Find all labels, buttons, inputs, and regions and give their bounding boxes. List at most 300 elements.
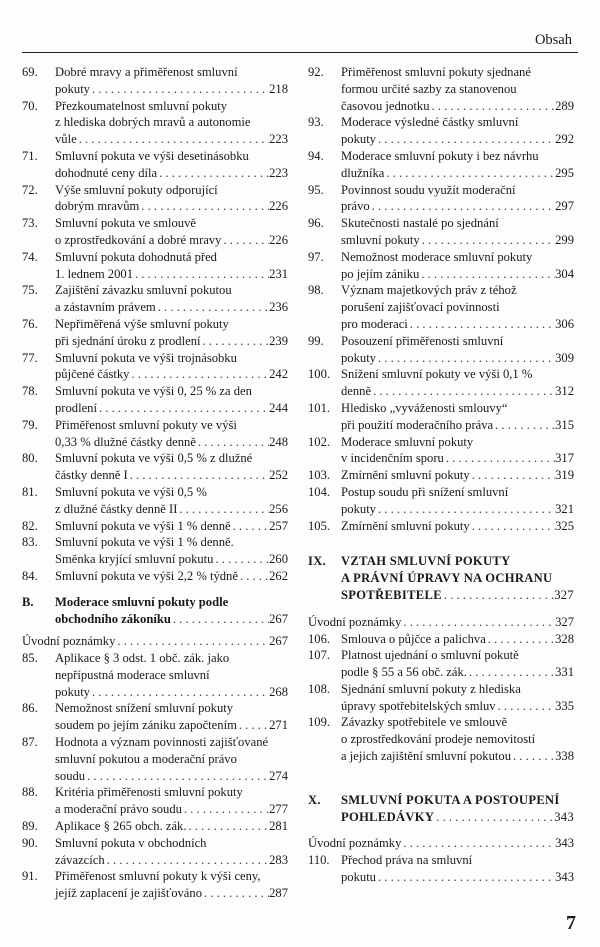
toc-page-ref: 271 bbox=[269, 718, 288, 733]
toc-entry-number: 100. bbox=[308, 367, 331, 382]
toc-entry-line: Smluvní pokuta ve smlouvě bbox=[55, 216, 196, 231]
toc-entry bbox=[22, 64, 288, 98]
toc-entry-number: 90. bbox=[22, 835, 38, 850]
toc-entry-number: 88. bbox=[22, 785, 38, 800]
toc-entry-text bbox=[341, 647, 574, 681]
toc-entry-number: 101. bbox=[308, 400, 331, 415]
toc-entry-line: Smluvní pokuta ve výši 1 % denně. bbox=[55, 535, 234, 550]
dot-leader bbox=[115, 633, 269, 650]
toc-entry-number: 77. bbox=[22, 350, 38, 365]
toc-leader-line bbox=[55, 232, 288, 249]
toc-group-right-ix bbox=[308, 631, 574, 765]
toc-leader-line bbox=[341, 501, 574, 518]
toc-page-ref: 312 bbox=[555, 384, 574, 399]
toc-page-ref: 325 bbox=[555, 518, 574, 533]
toc-entry bbox=[22, 568, 288, 585]
toc-page-ref: 226 bbox=[269, 199, 288, 214]
dot-leader bbox=[182, 801, 269, 818]
toc-leader-line bbox=[55, 801, 288, 818]
toc-page-ref: 292 bbox=[555, 132, 574, 147]
toc-page-ref: 218 bbox=[269, 81, 288, 96]
toc-entry-line: Platnost ujednání o smluvní pokutě bbox=[341, 648, 519, 663]
dot-leader bbox=[430, 98, 556, 115]
toc-entry-last-line: při použití moderačního práva bbox=[341, 417, 494, 432]
toc-entry-text bbox=[55, 818, 288, 835]
toc-leader-line bbox=[341, 165, 574, 182]
toc-entry bbox=[22, 316, 288, 350]
toc-page-ref: 277 bbox=[269, 802, 288, 817]
toc-entry-line: Snížení smluvní pokuty ve výši 0,1 % bbox=[341, 367, 533, 382]
dot-leader bbox=[420, 232, 555, 249]
toc-entry-last-line: SPOTŘEBITELE bbox=[341, 587, 442, 602]
toc-section-b bbox=[22, 594, 288, 628]
toc-entry-number: 84. bbox=[22, 568, 38, 583]
dot-leader bbox=[77, 131, 269, 148]
toc-entry-text bbox=[341, 114, 574, 148]
toc-page-ref: 295 bbox=[555, 165, 574, 180]
toc-entry-number: 103. bbox=[308, 468, 331, 483]
toc-entry-last-line: a moderační právo soudu bbox=[55, 802, 182, 817]
toc-entry bbox=[22, 734, 288, 784]
toc-entry-line: SMLUVNÍ POKUTA A POSTOUPENÍ bbox=[341, 792, 560, 807]
toc-entry-line: Výše smluvní pokuty odporující bbox=[55, 182, 218, 197]
dot-leader bbox=[376, 131, 555, 148]
toc-entry-text bbox=[55, 518, 288, 535]
toc-entry-last-line: Smluvní pokuta ve výši 1 % denně bbox=[55, 518, 231, 533]
toc-entry-number: 104. bbox=[308, 484, 331, 499]
toc-entry-number: 73. bbox=[22, 216, 38, 231]
toc-entry-number: 92. bbox=[308, 65, 324, 79]
toc-entry-last-line: právo bbox=[341, 199, 370, 214]
toc-entry-line: Smluvní pokuta ve výši 0, 25 % za den bbox=[55, 384, 252, 399]
toc-leader-line bbox=[341, 383, 574, 400]
toc-entry-number: 81. bbox=[22, 484, 38, 499]
toc-entry bbox=[308, 282, 574, 332]
toc-page-ref: 267 bbox=[269, 634, 288, 649]
toc-entry-last-line: a jejich zajištění smluvní pokutou bbox=[341, 749, 511, 764]
toc-entry-last-line: podle § 55 a 56 obč. zák. bbox=[341, 665, 467, 680]
toc-page-ref: 256 bbox=[269, 501, 288, 516]
toc-entry-last-line: Smlouva o půjčce a palichva bbox=[341, 631, 486, 646]
toc-leader-line bbox=[55, 366, 288, 383]
toc-entry-number: 108. bbox=[308, 681, 331, 696]
toc-entry-line: Moderace smluvní pokuty podle bbox=[55, 594, 229, 609]
toc-entry-text bbox=[341, 518, 574, 535]
dot-leader bbox=[221, 232, 269, 249]
toc-entry bbox=[308, 852, 574, 886]
toc-intro-b bbox=[22, 633, 288, 650]
dot-leader bbox=[370, 198, 555, 215]
toc-entry-line: Skutečnosti nastalé po sjednání bbox=[341, 216, 499, 231]
toc-page-ref: 304 bbox=[555, 266, 574, 281]
toc-entry-line: Přiměřenost smluvní pokuty k výši ceny, bbox=[55, 869, 261, 884]
toc-entry-last-line: Zmírnění smluvní pokuty bbox=[341, 468, 470, 483]
toc-leader-line bbox=[341, 131, 574, 148]
toc-entry-last-line: Úvodní poznámky bbox=[308, 614, 402, 629]
toc-group-left-b bbox=[22, 650, 288, 902]
toc-entry bbox=[22, 148, 288, 182]
toc-entry-text bbox=[341, 249, 574, 283]
toc-entry-line: Přiměřenost smluvní pokuty sjednané bbox=[341, 65, 531, 79]
toc-entry-text bbox=[341, 714, 574, 764]
toc-entry-number: 105. bbox=[308, 518, 331, 533]
toc-entry-number: 98. bbox=[308, 283, 324, 298]
toc-entry-number: 109. bbox=[308, 715, 331, 730]
toc-group-right-x bbox=[308, 852, 574, 886]
toc-entry bbox=[22, 534, 288, 568]
toc-page-ref: 343 bbox=[555, 836, 574, 851]
toc-leader-line bbox=[308, 835, 574, 852]
toc-entry bbox=[308, 518, 574, 535]
toc-entry-number: 75. bbox=[22, 283, 38, 298]
toc-entry-line: Smluvní pokuta ve výši 0,5 % z dlužné bbox=[55, 451, 253, 466]
toc-page-ref: 317 bbox=[555, 451, 574, 466]
toc-entry-last-line: Úvodní poznámky bbox=[308, 836, 402, 851]
dot-leader bbox=[401, 835, 555, 852]
toc-entry-line: Smluvní pokuta ve výši desetinásobku bbox=[55, 148, 249, 163]
toc-page-ref: 319 bbox=[555, 468, 574, 483]
toc-entry-number: 74. bbox=[22, 249, 38, 264]
toc-entry-number: 70. bbox=[22, 98, 38, 113]
toc-leader-line bbox=[55, 611, 288, 628]
toc-entry-line: Smluvní pokuta ve výši trojnásobku bbox=[55, 350, 237, 365]
toc-entry-last-line: závazcích bbox=[55, 852, 105, 867]
toc-entry-text bbox=[341, 631, 574, 648]
toc-entry-line: A PRÁVNÍ ÚPRAVY NA OCHRANU bbox=[341, 571, 553, 586]
toc-entry-number: X. bbox=[308, 792, 321, 807]
dot-leader bbox=[371, 383, 555, 400]
toc-entry-text bbox=[341, 852, 574, 886]
toc-page-ref: 236 bbox=[269, 300, 288, 315]
toc-entry-number: B. bbox=[22, 594, 34, 609]
toc-leader-line bbox=[55, 165, 288, 182]
toc-leader-line bbox=[55, 501, 288, 518]
dot-leader bbox=[133, 266, 269, 283]
toc-entry-last-line: obchodního zákoníku bbox=[55, 611, 171, 626]
toc-page-ref: 297 bbox=[555, 199, 574, 214]
toc-page-ref: 343 bbox=[554, 809, 574, 824]
toc-page-ref: 309 bbox=[555, 350, 574, 365]
toc-entry-text bbox=[55, 316, 288, 350]
toc-entry-line: Význam majetkových práv z téhož bbox=[341, 283, 517, 298]
toc-page-ref: 248 bbox=[269, 434, 288, 449]
toc-entry-number: 87. bbox=[22, 735, 38, 750]
toc-entry bbox=[308, 647, 574, 681]
toc-entry-number: 91. bbox=[22, 869, 38, 884]
toc-page-ref: 338 bbox=[555, 749, 574, 764]
toc-entry-line: Přiměřenost smluvní pokuty ve výši bbox=[55, 417, 237, 432]
page-number: 7 bbox=[566, 912, 576, 934]
toc-page-ref: 283 bbox=[269, 852, 288, 867]
toc-entry-text bbox=[341, 400, 574, 434]
toc-entry-line: Hodnota a význam povinnosti zajišťované bbox=[55, 735, 269, 750]
dot-leader bbox=[486, 631, 555, 648]
toc-entry-last-line: jejíž zaplacení je zajišťováno bbox=[55, 886, 202, 901]
toc-leader-line bbox=[55, 400, 288, 417]
toc-entry-last-line: Zmírnění smluvní pokuty bbox=[341, 518, 470, 533]
toc-entry-number: 76. bbox=[22, 316, 38, 331]
toc-entry bbox=[22, 98, 288, 148]
toc-entry-text bbox=[55, 98, 288, 148]
toc-leader-line bbox=[55, 81, 288, 98]
toc-entry-last-line: částky denně I bbox=[55, 468, 128, 483]
toc-leader-line bbox=[55, 518, 288, 535]
dot-leader bbox=[444, 450, 555, 467]
toc-entry-text bbox=[341, 792, 574, 826]
toc-left-column bbox=[22, 64, 288, 902]
dot-leader bbox=[171, 611, 269, 628]
toc-leader-line bbox=[341, 98, 574, 115]
toc-entry-last-line: Smluvní pokuta ve výši 2,2 % týdně bbox=[55, 568, 238, 583]
toc-entry-text bbox=[55, 215, 288, 249]
toc-entry-line: porušení zajišťovací povinnosti bbox=[341, 300, 500, 315]
toc-leader-line bbox=[55, 299, 288, 316]
dot-leader bbox=[376, 501, 555, 518]
toc-entry bbox=[22, 518, 288, 535]
toc-entry-text bbox=[341, 681, 574, 715]
toc-leader-line bbox=[55, 551, 288, 568]
dot-leader bbox=[376, 869, 555, 886]
toc-entry-text bbox=[341, 484, 574, 518]
toc-entry-last-line: pokuty bbox=[55, 81, 90, 96]
toc-leader-line bbox=[55, 684, 288, 701]
toc-page-ref: 226 bbox=[269, 232, 288, 247]
toc-entry-text bbox=[341, 182, 574, 216]
toc-entry-last-line: časovou jednotku bbox=[341, 98, 430, 113]
toc-page-ref: 244 bbox=[269, 400, 288, 415]
toc-leader-line bbox=[341, 316, 574, 333]
toc-entry-number: 110. bbox=[308, 853, 330, 868]
toc-entry-line: Sjednání smluvní pokuty z hlediska bbox=[341, 681, 521, 696]
toc-entry-line: o zprostředkování prodeje nemovitostí bbox=[341, 732, 536, 747]
toc-entry-last-line: v incidenčním sporu bbox=[341, 451, 444, 466]
toc-entry-last-line: denně bbox=[341, 384, 372, 399]
dot-leader bbox=[201, 333, 270, 350]
toc-entry bbox=[22, 650, 288, 700]
toc-entry-line: Povinnost soudu využít moderační bbox=[341, 182, 516, 197]
toc-entry-text bbox=[341, 282, 574, 332]
toc-entry-last-line: Směnka kryjící smluvní pokutu bbox=[55, 552, 214, 567]
dot-leader bbox=[470, 518, 555, 535]
toc-entry-last-line: pokutu bbox=[341, 870, 376, 885]
toc-entry-line: Postup soudu při snížení smluvní bbox=[341, 484, 509, 499]
toc-entry-text bbox=[341, 64, 574, 114]
toc-group-left bbox=[22, 64, 288, 585]
toc-entry-text bbox=[55, 650, 288, 700]
toc-entry-text bbox=[341, 434, 574, 468]
toc-entry-text bbox=[55, 568, 288, 585]
toc-entry-number: 96. bbox=[308, 216, 324, 231]
toc-entry-text bbox=[55, 182, 288, 216]
toc-entry-line: Zajištění závazku smluvní pokutou bbox=[55, 283, 232, 298]
toc-entry bbox=[22, 484, 288, 518]
toc-entry-line: Nemožnost moderace smluvní pokuty bbox=[341, 249, 533, 264]
toc-entry-number: 107. bbox=[308, 648, 331, 663]
dot-leader bbox=[408, 316, 555, 333]
toc-entry-number: 82. bbox=[22, 518, 38, 533]
toc-page-ref: 327 bbox=[554, 587, 574, 602]
dot-leader bbox=[442, 587, 554, 604]
dot-leader bbox=[467, 664, 555, 681]
toc-entry-text bbox=[341, 467, 574, 484]
toc-entry-number: 80. bbox=[22, 451, 38, 466]
toc-page-ref: 260 bbox=[269, 552, 288, 567]
toc-entry bbox=[22, 417, 288, 451]
toc-entry-last-line: Úvodní poznámky bbox=[22, 634, 116, 649]
toc-leader-line bbox=[308, 614, 574, 631]
toc-leader-line bbox=[341, 869, 574, 886]
toc-entry bbox=[308, 114, 574, 148]
toc-leader-line bbox=[341, 664, 574, 681]
toc-entry bbox=[22, 700, 288, 734]
dot-leader bbox=[129, 366, 269, 383]
toc-page-ref: 223 bbox=[269, 165, 288, 180]
toc-entry-number: 72. bbox=[22, 182, 38, 197]
toc-entry-text bbox=[341, 215, 574, 249]
dot-leader bbox=[470, 467, 555, 484]
toc-entry-text bbox=[55, 282, 288, 316]
toc-entry bbox=[22, 350, 288, 384]
toc-entry-line: VZTAH SMLUVNÍ POKUTY bbox=[341, 554, 511, 569]
toc-page-ref: 274 bbox=[269, 768, 288, 783]
toc-entry-line: Smluvní pokuta v obchodních bbox=[55, 835, 207, 850]
toc-page-ref: 289 bbox=[555, 98, 574, 113]
toc-entry-last-line: po jejím zániku bbox=[341, 266, 420, 281]
toc-page-ref: 328 bbox=[555, 631, 574, 646]
toc-leader-line bbox=[341, 809, 574, 826]
toc-leader-line bbox=[55, 434, 288, 451]
toc-leader-line bbox=[55, 818, 288, 835]
toc-entry-number: 97. bbox=[308, 249, 324, 264]
toc-entry-last-line: prodlení bbox=[55, 400, 97, 415]
toc-entry-text bbox=[55, 484, 288, 518]
toc-entry-text bbox=[55, 868, 288, 902]
dot-leader bbox=[139, 198, 269, 215]
header-rule bbox=[22, 52, 578, 53]
toc-entry-last-line: POHLEDÁVKY bbox=[341, 809, 435, 824]
toc-page-ref: 327 bbox=[555, 614, 574, 629]
toc-entry bbox=[308, 182, 574, 216]
toc-leader-line bbox=[22, 633, 288, 650]
toc-leader-line bbox=[55, 131, 288, 148]
dot-leader bbox=[493, 417, 555, 434]
toc-leader-line bbox=[55, 266, 288, 283]
toc-entry-text bbox=[341, 366, 574, 400]
toc-entry-number: 83. bbox=[22, 535, 38, 550]
toc-entry-text bbox=[341, 148, 574, 182]
toc-entry-last-line: soudem po jejím zániku započtením bbox=[55, 718, 237, 733]
toc-entry-number: 102. bbox=[308, 434, 331, 449]
toc-entry-line: Přechod práva na smluvní bbox=[341, 853, 473, 868]
toc-right-column bbox=[308, 64, 574, 886]
toc-entry-last-line: úpravy spotřebitelských smluv bbox=[341, 698, 496, 713]
toc-entry bbox=[308, 366, 574, 400]
toc-entry-text bbox=[341, 333, 574, 367]
toc-leader-line bbox=[341, 350, 574, 367]
toc-entry-number: 78. bbox=[22, 384, 38, 399]
toc-entry bbox=[308, 467, 574, 484]
toc-leader-line bbox=[341, 266, 574, 283]
dot-leader bbox=[401, 614, 555, 631]
dot-leader bbox=[187, 818, 270, 835]
toc-leader-line bbox=[341, 748, 574, 765]
toc-entry-number: 89. bbox=[22, 819, 38, 834]
toc-leader-line bbox=[55, 852, 288, 869]
toc-page-ref: 231 bbox=[269, 266, 288, 281]
toc-section-x bbox=[308, 792, 574, 826]
toc-entry-number: 71. bbox=[22, 148, 38, 163]
toc-entry bbox=[308, 434, 574, 468]
toc-entry bbox=[22, 868, 288, 902]
toc-entry bbox=[22, 784, 288, 818]
toc-page-ref: 257 bbox=[269, 518, 288, 533]
toc-entry bbox=[308, 64, 574, 114]
toc-entry-last-line: soudu bbox=[55, 768, 86, 783]
toc-leader-line bbox=[341, 698, 574, 715]
toc-page-ref: 262 bbox=[269, 568, 288, 583]
toc-entry-number: 79. bbox=[22, 417, 38, 432]
dot-leader bbox=[376, 350, 555, 367]
toc-entry-last-line: půjčené částky bbox=[55, 367, 130, 382]
dot-leader bbox=[157, 165, 269, 182]
dot-leader bbox=[196, 434, 269, 451]
toc-entry bbox=[308, 148, 574, 182]
toc-entry-number: 85. bbox=[22, 651, 38, 666]
toc-entry-text bbox=[55, 835, 288, 869]
toc-entry bbox=[22, 215, 288, 249]
toc-group-right bbox=[308, 64, 574, 534]
toc-entry-text bbox=[55, 64, 288, 98]
toc-entry-text bbox=[55, 148, 288, 182]
toc-entry bbox=[22, 282, 288, 316]
toc-entry-line: Moderace výsledné částky smluvní bbox=[341, 115, 519, 130]
toc-entry-last-line: pro moderaci bbox=[341, 316, 408, 331]
toc-entry-last-line: z dlužné částky denně II bbox=[55, 501, 178, 516]
toc-page-ref: 299 bbox=[555, 232, 574, 247]
toc-entry-last-line: vůle bbox=[55, 132, 77, 147]
toc-entry-text bbox=[55, 383, 288, 417]
dot-leader bbox=[213, 551, 269, 568]
toc-entry bbox=[22, 450, 288, 484]
toc-entry-last-line: 1. lednem 2001 bbox=[55, 266, 133, 281]
toc-entry-line: Dobré mravy a přiměřenost smluvní bbox=[55, 65, 238, 79]
dot-leader bbox=[511, 748, 555, 765]
dot-leader bbox=[156, 299, 269, 316]
toc-entry-text bbox=[55, 450, 288, 484]
toc-entry-line: Přezkoumatelnost smluvní pokuty bbox=[55, 98, 228, 113]
toc-entry-text bbox=[55, 594, 288, 628]
toc-page-ref: 223 bbox=[269, 132, 288, 147]
toc-entry-number: 69. bbox=[22, 65, 38, 79]
toc-entry-last-line: smluvní pokuty bbox=[341, 232, 420, 247]
toc-entry bbox=[308, 681, 574, 715]
toc-entry-line: Smluvní pokuta ve výši 0,5 % bbox=[55, 484, 207, 499]
toc-leader-line bbox=[55, 467, 288, 484]
toc-entry-number: 94. bbox=[308, 148, 324, 163]
toc-entry-last-line: 0,33 % dlužné částky denně bbox=[55, 434, 196, 449]
toc-entry-line: Moderace smluvní pokuty bbox=[341, 434, 474, 449]
toc-entry-number: 86. bbox=[22, 701, 38, 716]
toc-entry-last-line: o zprostředkování a dobré mravy bbox=[55, 232, 222, 247]
toc-leader-line bbox=[341, 518, 574, 535]
toc-entry-text bbox=[55, 417, 288, 451]
dot-leader bbox=[434, 809, 554, 826]
toc-entry-line: Nepřiměřená výše smluvní pokuty bbox=[55, 316, 229, 331]
dot-leader bbox=[238, 568, 269, 585]
running-header-title: Obsah bbox=[534, 32, 572, 48]
toc-entry-text bbox=[55, 534, 288, 568]
toc-leader-line bbox=[55, 885, 288, 902]
